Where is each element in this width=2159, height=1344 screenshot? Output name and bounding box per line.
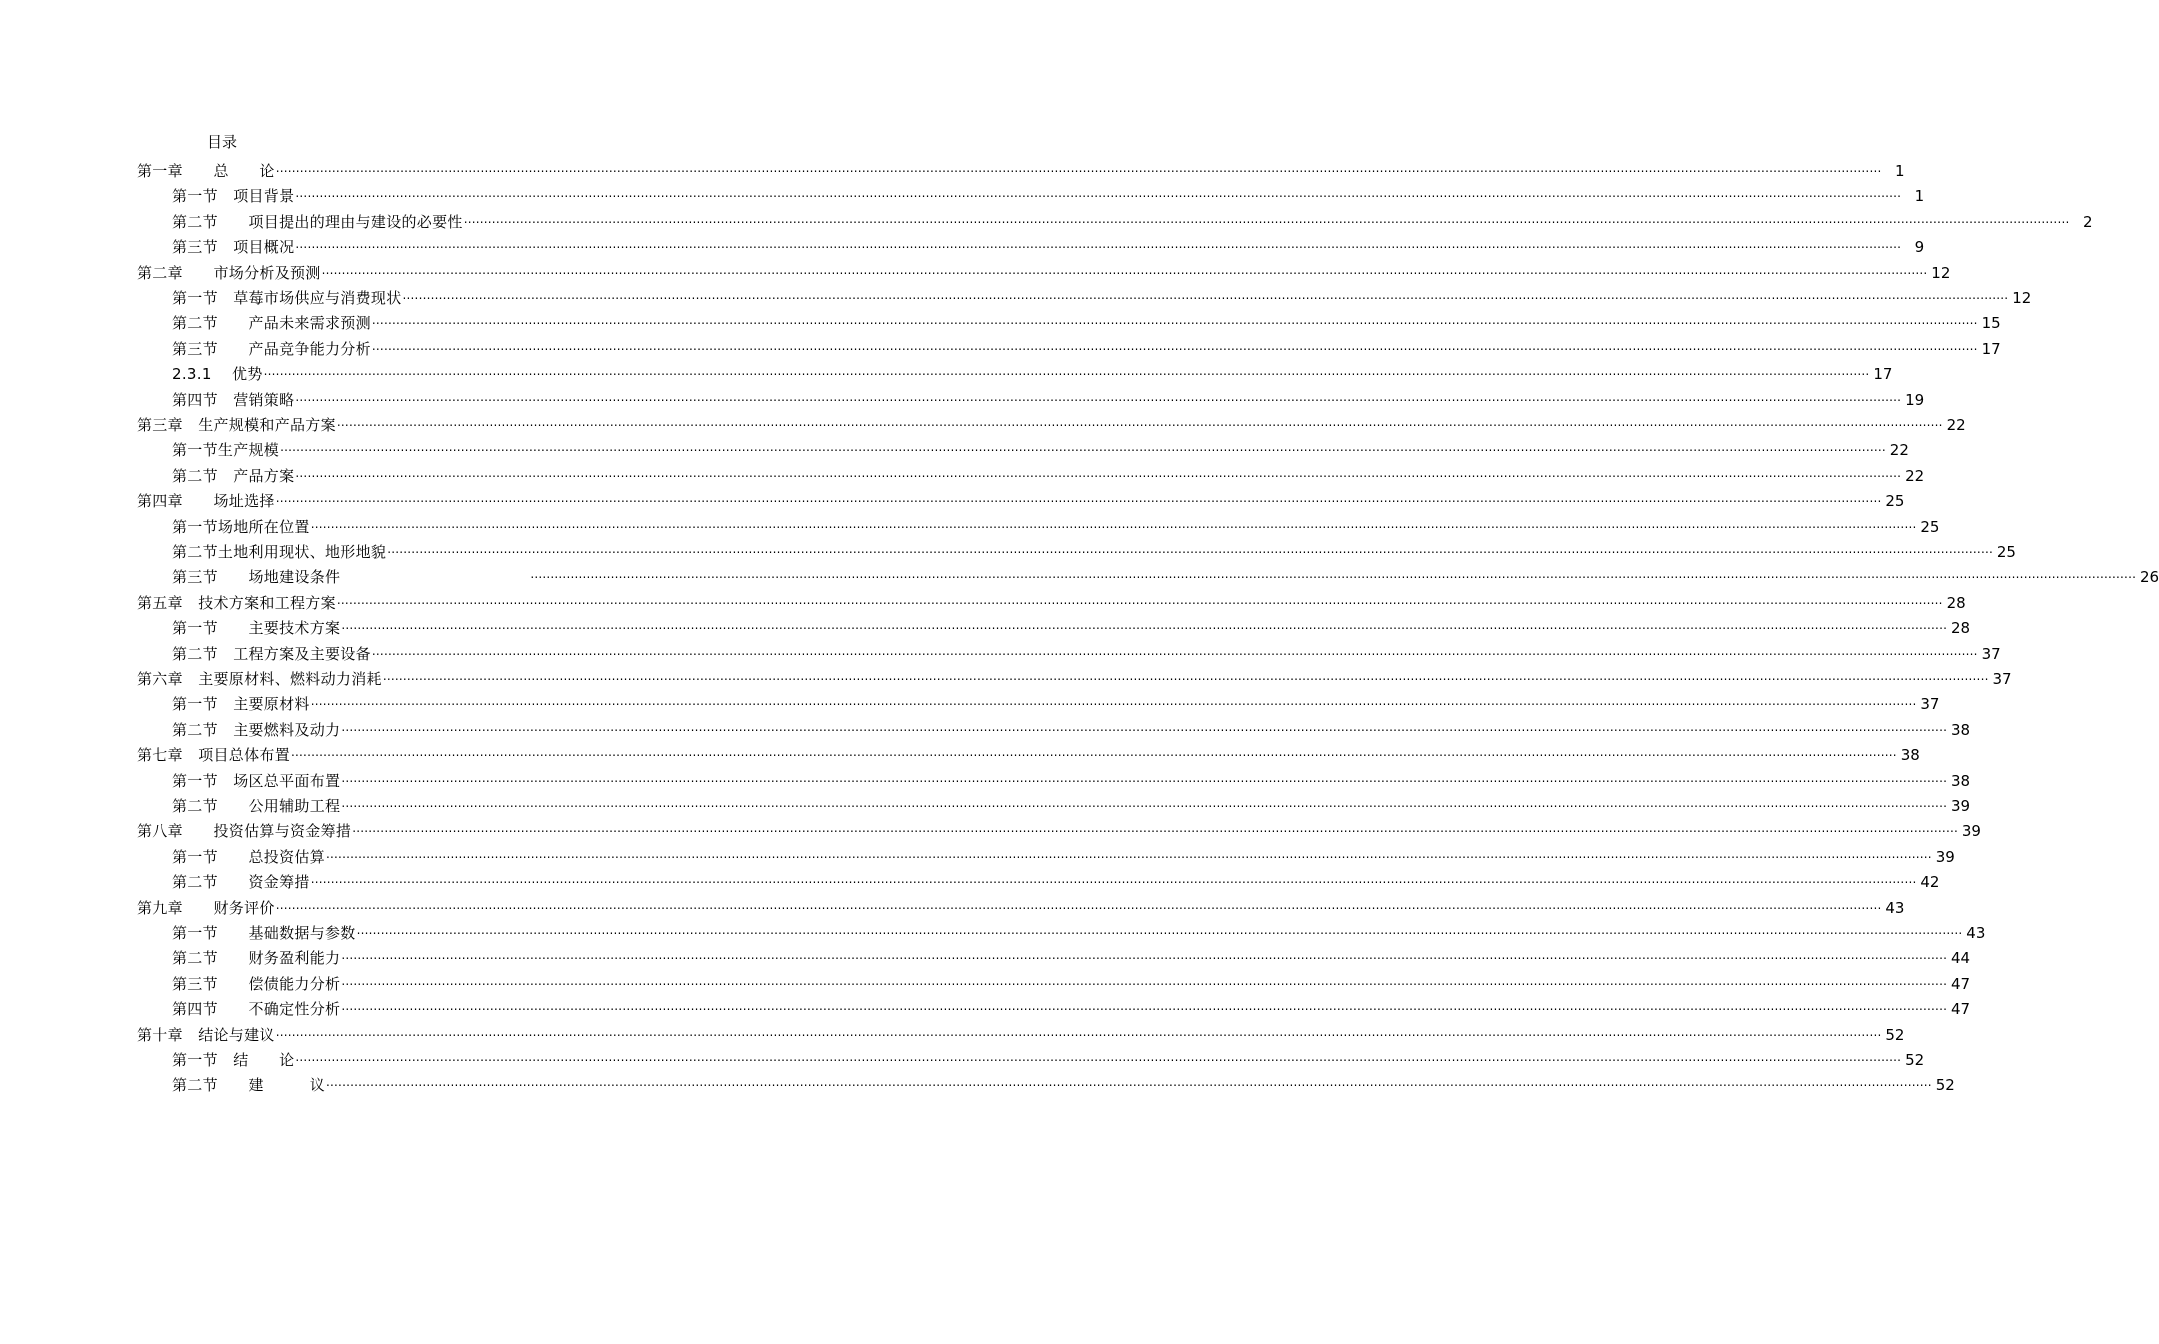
dot-leader: ................................................................................................................................................................................................................................................................................................................................................................................................................ — [341, 796, 1948, 810]
toc-entry-page: 39 — [1935, 847, 1955, 866]
dot-leader: ................................................................................................................................................................................................................................................................................................................................................................................................................ — [291, 745, 1897, 760]
toc-entry-page: 22 — [1946, 416, 1966, 434]
toc-entry-label: 第六章 主要原材料、燃料动力消耗 — [137, 670, 382, 688]
dot-leader: ................................................................................................................................................................................................................................................................................................................................................................................................................ — [310, 694, 1917, 709]
toc-entry-page: 25 — [1885, 492, 1905, 511]
toc-entry-label: 第二节 公用辅助工程 — [172, 797, 341, 815]
toc-entry-page: 39 — [1961, 822, 1981, 841]
toc-entry[interactable] — [137, 488, 1905, 511]
toc-entry-label: 第二章 市场分析及预测 — [137, 263, 321, 282]
toc-entry[interactable] — [172, 387, 1925, 409]
toc-entry-page: 37 — [1981, 644, 2001, 663]
toc-entry-label: 第一节 主要原材料 — [172, 695, 310, 714]
dot-leader: ................................................................................................................................................................................................................................................................................................................................................................................................................ — [341, 770, 1948, 785]
toc-entry[interactable] — [172, 1047, 1925, 1069]
toc-entry-page: 9 — [1914, 238, 1925, 257]
dot-leader: ................................................................................................................................................................................................................................................................................................................................................................................................................ — [530, 567, 2137, 582]
toc-entry-page: 38 — [1951, 771, 1971, 790]
toc-entry[interactable] — [172, 768, 1971, 790]
toc-entry-page: 19 — [1905, 390, 1925, 409]
toc-entry[interactable] — [172, 971, 1971, 993]
toc-entry[interactable] — [137, 412, 1966, 434]
toc-entry-label: 第二节 产品方案 — [172, 466, 295, 485]
dot-leader: ................................................................................................................................................................................................................................................................................................................................................................................................................ — [275, 491, 1882, 506]
toc-entry-page: 17 — [1873, 365, 1893, 384]
toc-entry[interactable] — [137, 158, 1905, 180]
dot-leader: ................................................................................................................................................................................................................................................................................................................................................................................................................ — [295, 237, 1902, 252]
toc-entry-label: 第三章 生产规模和产品方案 — [137, 416, 336, 434]
dot-leader: ................................................................................................................................................................................................................................................................................................................................................................................................................ — [402, 288, 2009, 302]
toc-entry[interactable] — [172, 996, 1971, 1019]
toc-entry-page: 43 — [1885, 898, 1905, 917]
dot-leader: ................................................................................................................................................................................................................................................................................................................................................................................................................ — [310, 872, 1917, 887]
toc-entry[interactable] — [172, 691, 1940, 714]
toc-entry-page: 26 — [2140, 568, 2159, 587]
toc-entry-page: 52 — [1935, 1076, 1955, 1095]
toc-entry-label: 第一节 总投资估算 — [172, 847, 326, 866]
toc-entry[interactable] — [172, 336, 2001, 358]
toc-entry-page: 25 — [1996, 543, 2016, 561]
toc-entry-label: 第二节 产品未来需求预测 — [172, 314, 371, 333]
toc-entry[interactable] — [172, 844, 1955, 866]
toc-entry-page: 25 — [1920, 517, 1940, 536]
dot-leader: ................................................................................................................................................................................................................................................................................................................................................................................................................ — [341, 948, 1948, 963]
toc-entry-label: 2.3.1 优势 — [172, 365, 263, 384]
toc-entry[interactable] — [137, 818, 1981, 841]
toc-entry-label: 第四节 营销策略 — [172, 390, 295, 409]
toc-entry-label: 第四章 场址选择 — [137, 492, 275, 511]
toc-entry-page: 37 — [1920, 695, 1940, 714]
toc-entry[interactable] — [172, 463, 1925, 485]
toc-entry[interactable] — [172, 717, 1971, 739]
toc-entry[interactable] — [172, 183, 1925, 206]
toc-entry-label: 第十章 结论与建议 — [137, 1025, 275, 1044]
toc-entry-label: 第三节 项目概况 — [172, 238, 295, 257]
toc-entry-label: 第四节 不确定性分析 — [172, 1000, 341, 1019]
dot-leader: ................................................................................................................................................................................................................................................................................................................................................................................................................ — [341, 618, 1948, 633]
dot-leader: ................................................................................................................................................................................................................................................................................................................................................................................................................ — [310, 516, 1917, 531]
toc-entry[interactable] — [172, 285, 2032, 307]
toc-entry[interactable] — [172, 793, 1971, 815]
toc-entry-label: 第七章 项目总体布置 — [137, 746, 291, 765]
dot-leader: ................................................................................................................................................................................................................................................................................................................................................................................................................ — [341, 973, 1948, 988]
dot-leader: ................................................................................................................................................................................................................................................................................................................................................................................................................ — [326, 846, 1932, 861]
toc-entry[interactable] — [137, 666, 2012, 688]
toc-entry-page: 38 — [1951, 720, 1971, 739]
toc-entry-page: 43 — [1966, 924, 1986, 942]
toc-entry-label: 第三节 产品竞争能力分析 — [172, 339, 371, 358]
toc-title: 目录 — [207, 133, 238, 151]
dot-leader: ................................................................................................................................................................................................................................................................................................................................................................................................................ — [275, 897, 1882, 912]
dot-leader: ................................................................................................................................................................................................................................................................................................................................................................................................................ — [263, 364, 1870, 379]
toc-entry-page: 28 — [1951, 619, 1971, 638]
dot-leader: ................................................................................................................................................................................................................................................................................................................................................................................................................ — [326, 1075, 1932, 1090]
dot-leader: ................................................................................................................................................................................................................................................................................................................................................................................................................ — [295, 186, 1902, 201]
toc-entry-label: 第三节 场地建设条件 — [172, 568, 341, 587]
toc-entry[interactable] — [137, 895, 1905, 917]
toc-entry-label: 第一节生产规模 — [172, 441, 280, 460]
toc-entry-page: 2 — [2082, 212, 2093, 231]
toc-entry-page: 47 — [1951, 974, 1971, 993]
toc-entry[interactable] — [172, 945, 1971, 968]
toc-entry-label: 第二节 主要燃料及动力 — [172, 720, 341, 739]
dot-leader: ................................................................................................................................................................................................................................................................................................................................................................................................................ — [371, 338, 1978, 353]
toc-entry-page: 42 — [1920, 873, 1940, 892]
dot-leader: ................................................................................................................................................................................................................................................................................................................................................................................................................ — [275, 1024, 1882, 1039]
toc-entry-page: 1 — [1894, 162, 1905, 180]
dot-leader: ................................................................................................................................................................................................................................................................................................................................................................................................................ — [280, 440, 1886, 455]
toc-entry[interactable] — [172, 1072, 1955, 1095]
dot-leader: ................................................................................................................................................................................................................................................................................................................................................................................................................ — [295, 1050, 1902, 1064]
toc-entry-label: 第二节 项目提出的理由与建设的必要性 — [172, 212, 463, 231]
toc-entry-label: 第一章 总 论 — [137, 162, 275, 180]
dot-leader: ................................................................................................................................................................................................................................................................................................................................................................................................................ — [321, 262, 1928, 277]
toc-entry-page: 52 — [1905, 1051, 1925, 1069]
toc-entry[interactable] — [172, 234, 1925, 257]
toc-entry-page: 22 — [1905, 466, 1925, 485]
toc-entry-page: 52 — [1885, 1025, 1905, 1044]
toc-entry-label: 第一节 主要技术方案 — [172, 619, 341, 638]
toc-entry[interactable] — [172, 920, 1986, 942]
toc-entry-page: 39 — [1951, 797, 1971, 815]
toc-entry[interactable] — [172, 514, 1940, 536]
toc-entry-label: 第八章 投资估算与资金筹措 — [137, 822, 352, 841]
dot-leader: ................................................................................................................................................................................................................................................................................................................................................................................................................ — [371, 643, 1978, 658]
dot-leader: ................................................................................................................................................................................................................................................................................................................................................................................................................ — [356, 923, 1963, 937]
toc-entry-label: 第九章 财务评价 — [137, 898, 275, 917]
toc-entry-label: 第五章 技术方案和工程方案 — [137, 593, 336, 612]
dot-leader: ................................................................................................................................................................................................................................................................................................................................................................................................................ — [387, 542, 1993, 556]
toc-entry[interactable] — [172, 869, 1940, 892]
toc-entry[interactable] — [137, 1022, 1905, 1044]
toc-entry[interactable] — [172, 310, 2001, 333]
toc-entry[interactable] — [172, 615, 1971, 638]
toc-entry-page: 1 — [1914, 187, 1925, 206]
toc-entry[interactable] — [172, 361, 1893, 384]
toc-entry-page: 37 — [1992, 670, 2012, 688]
toc-entry-label: 第二节土地利用现状、地形地貌 — [172, 543, 387, 561]
dot-leader: ................................................................................................................................................................................................................................................................................................................................................................................................................ — [336, 415, 1943, 429]
toc-entry-label: 第一节 结 论 — [172, 1051, 295, 1069]
dot-leader: ................................................................................................................................................................................................................................................................................................................................................................................................................ — [382, 669, 1989, 683]
toc-entry-label: 第二节 工程方案及主要设备 — [172, 644, 371, 663]
toc-entry-page: 44 — [1951, 949, 1971, 968]
toc-entry-page: 12 — [1931, 263, 1951, 282]
toc-entry-label: 第一节 场区总平面布置 — [172, 771, 341, 790]
dot-leader: ................................................................................................................................................................................................................................................................................................................................................................................................................ — [352, 821, 1958, 836]
toc-entry[interactable] — [172, 437, 1909, 460]
toc-entry-page: 22 — [1889, 441, 1909, 460]
dot-leader: ................................................................................................................................................................................................................................................................................................................................................................................................................ — [341, 719, 1948, 734]
toc-entry-label: 第一节 项目背景 — [172, 187, 295, 206]
toc-entry[interactable] — [137, 742, 1920, 765]
toc-entry-page: 28 — [1946, 593, 1966, 612]
toc-entry[interactable] — [172, 209, 2093, 231]
dot-leader: ................................................................................................................................................................................................................................................................................................................................................................................................................ — [275, 161, 1882, 175]
toc-entry-label: 第二节 财务盈利能力 — [172, 949, 341, 968]
dot-leader: ................................................................................................................................................................................................................................................................................................................................................................................................................ — [295, 465, 1902, 480]
toc-entry-label: 第二节 资金筹措 — [172, 873, 310, 892]
toc-entry-page: 15 — [1981, 314, 2001, 333]
toc-entry[interactable] — [172, 564, 2159, 587]
toc-entry-label: 第一节场地所在位置 — [172, 517, 310, 536]
toc-entry-page: 47 — [1951, 1000, 1971, 1019]
toc-entry-label: 第一节 基础数据与参数 — [172, 924, 356, 942]
dot-leader: ................................................................................................................................................................................................................................................................................................................................................................................................................ — [463, 211, 2070, 226]
dot-leader: ................................................................................................................................................................................................................................................................................................................................................................................................................ — [336, 592, 1943, 607]
toc-entry-page: 17 — [1981, 339, 2001, 358]
toc-entry[interactable] — [137, 260, 1951, 282]
toc-entry-label: 第二节 建 议 — [172, 1076, 326, 1095]
toc-entry-page: 12 — [2012, 289, 2032, 307]
toc-entry[interactable] — [172, 539, 2016, 561]
toc-entry-label: 第三节 偿债能力分析 — [172, 974, 341, 993]
dot-leader: ................................................................................................................................................................................................................................................................................................................................................................................................................ — [341, 999, 1948, 1014]
dot-leader: ................................................................................................................................................................................................................................................................................................................................................................................................................ — [371, 313, 1978, 328]
dot-leader: ................................................................................................................................................................................................................................................................................................................................................................................................................ — [295, 389, 1902, 404]
toc-entry[interactable] — [172, 641, 2001, 663]
toc-entry[interactable] — [137, 590, 1966, 612]
toc-entry-label: 第一节 草莓市场供应与消费现状 — [172, 289, 402, 307]
toc-entry-page: 38 — [1900, 746, 1920, 765]
